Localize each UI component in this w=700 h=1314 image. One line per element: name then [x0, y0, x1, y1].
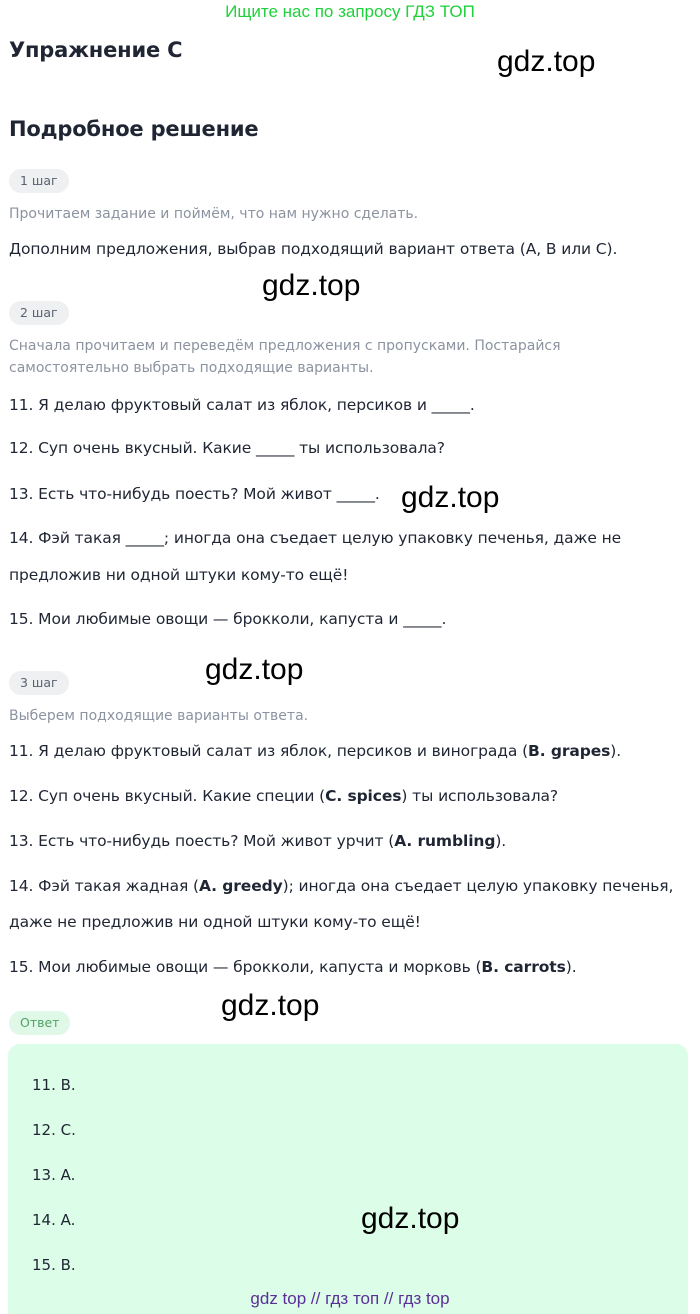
step-2-sentence-14: 14. Фэй такая _____; иногда она съедает целую упаковку печенья, даже не	[9, 529, 622, 547]
step-2-sentence-14-cont: предложив ни одной штуки кому-то ещё!	[9, 566, 349, 584]
answer-badge: Ответ	[9, 1011, 70, 1035]
watermark: gdz.top	[497, 45, 596, 78]
step-2-note: Сначала прочитаем и переведём предложения с пропусками. Постарайся самостоятельно выбрать подходящие варианты.	[9, 338, 561, 376]
step-1-note: Прочитаем задание и поймём, что нам нужно сделать.	[9, 206, 419, 222]
step-2-sentence-15: 15. Мои любимые овощи — брокколи, капуста и _____.	[9, 610, 447, 628]
step-2-badge: 2 шаг	[9, 301, 69, 325]
step-3-sentence-13: 13. Есть что-нибудь поесть? Мой живот урчит (A. rumbling).	[9, 832, 507, 850]
watermark: gdz.top	[205, 653, 304, 686]
watermark: gdz.top	[262, 269, 361, 302]
answer-box	[8, 1044, 688, 1314]
watermark: gdz.top	[361, 1202, 460, 1235]
step-3-sentence-15: 15. Мои любимые овощи — брокколи, капуста и морковь (B. carrots).	[9, 958, 577, 976]
step-3-badge: 3 шаг	[9, 671, 69, 695]
answer-item-13: 13. A.	[32, 1166, 76, 1184]
watermark: gdz.top	[401, 481, 500, 514]
footer-links: gdz top // гдз топ // гдз top	[250, 1289, 450, 1308]
step-3-sentence-12: 12. Суп очень вкусный. Какие специи (C. spices) ты использовала?	[9, 787, 559, 805]
step-2-sentence-12: 12. Суп очень вкусный. Какие _____ ты использовала?	[9, 439, 445, 457]
step-2-sentence-13: 13. Есть что-нибудь поесть? Мой живот _____.	[9, 485, 380, 503]
step-3-note: Выберем подходящие варианты ответа.	[9, 708, 309, 724]
step-3-sentence-11: 11. Я делаю фруктовый салат из яблок, персиков и винограда (B. grapes).	[9, 742, 622, 760]
answer-item-11: 11. B.	[32, 1076, 76, 1094]
step-3-sentence-14-cont: даже не предложив ни одной штуки кому-то ещё!	[9, 913, 421, 931]
step-3-sentence-14: 14. Фэй такая жадная (A. greedy); иногда она съедает целую упаковку печенья,	[9, 877, 674, 895]
top-banner: Ищите нас по запросу ГДЗ ТОП	[225, 2, 475, 21]
watermark: gdz.top	[221, 989, 320, 1022]
step-2-sentence-11: 11. Я делаю фруктовый салат из яблок, персиков и _____.	[9, 396, 475, 414]
step-1-badge: 1 шаг	[9, 169, 69, 193]
answer-item-14: 14. A.	[32, 1211, 76, 1229]
exercise-title: Упражнение С	[9, 38, 183, 62]
answer-item-15: 15. B.	[32, 1256, 76, 1274]
answer-item-12: 12. C.	[32, 1121, 76, 1139]
step-1-text: Дополним предложения, выбрав подходящий вариант ответа (A, B или C).	[9, 240, 618, 258]
solution-title: Подробное решение	[9, 117, 259, 141]
